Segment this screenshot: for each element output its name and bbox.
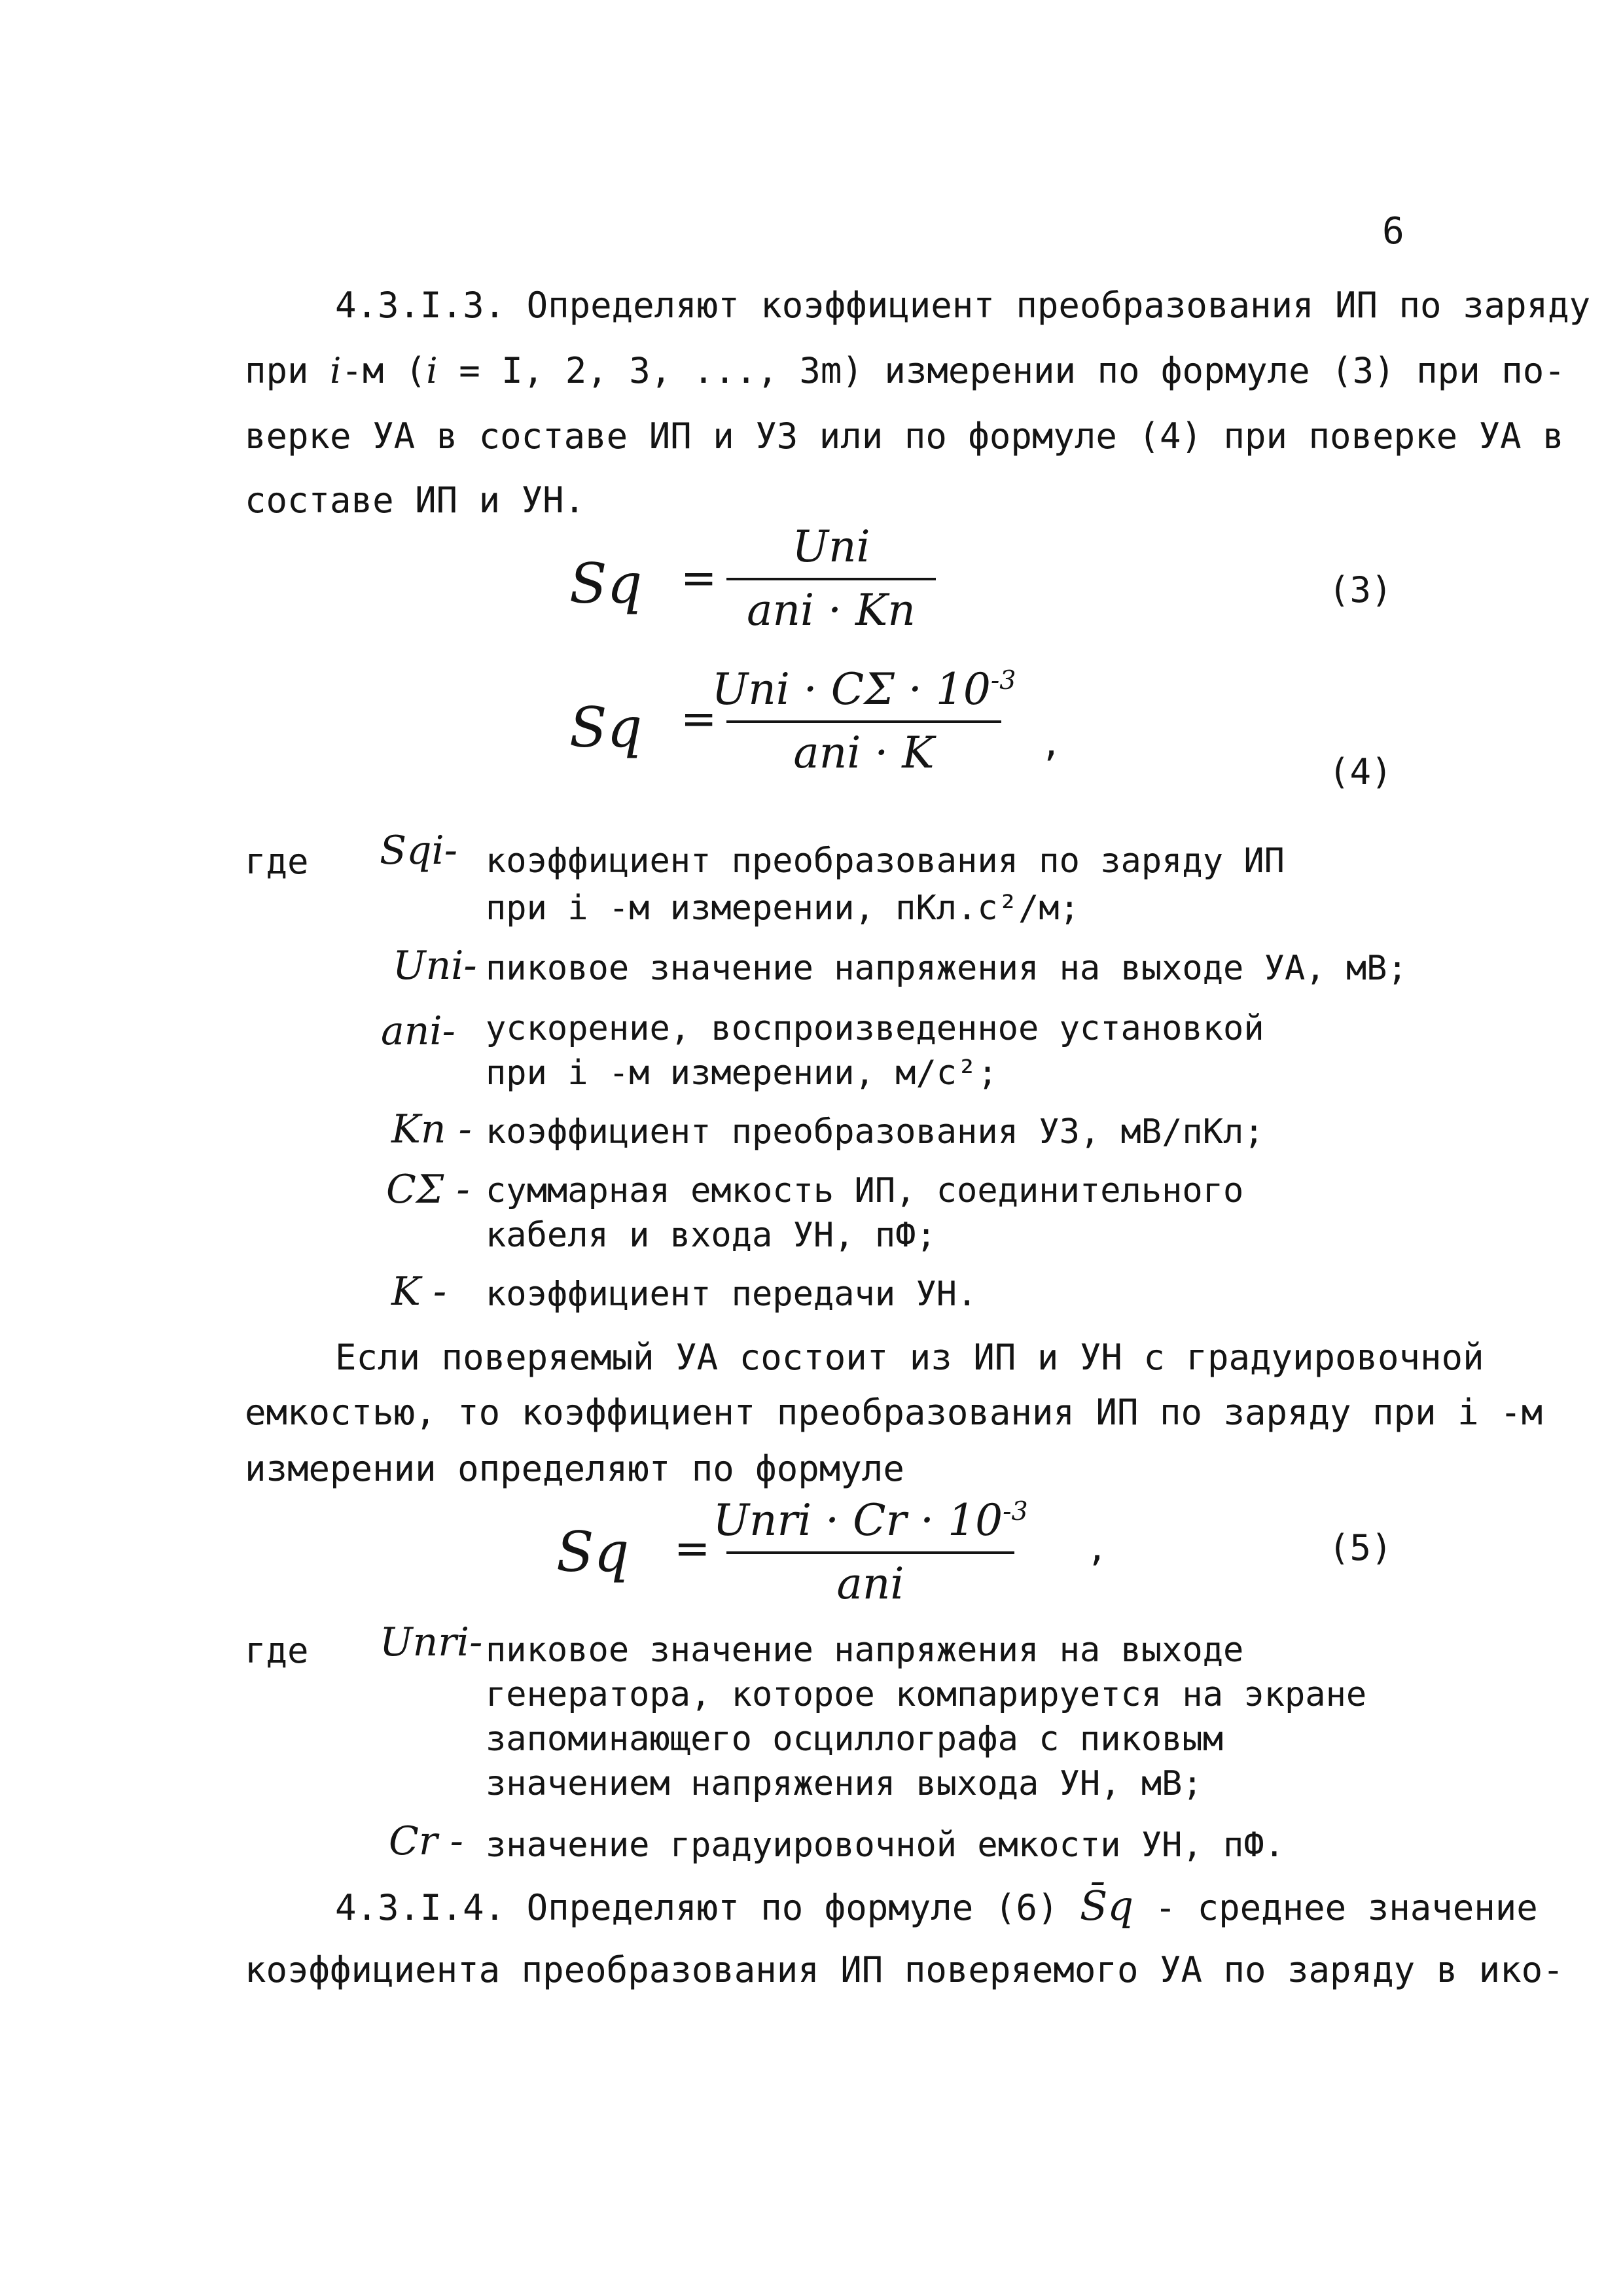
para-4314-line1-a: 4.3.I.4. Определяют по формуле (6) xyxy=(335,1887,1059,1928)
def-text: значением напряжения выхода УН, мВ; xyxy=(486,1764,1203,1803)
formula5-lhs: Sq xyxy=(556,1520,630,1584)
para-mid-line2: емкостью, то коэффициент преобразования ИП по заряду при i -м xyxy=(245,1392,1543,1433)
formula3-lhs: Sq xyxy=(569,552,643,616)
def-text: коэффициент преобразования УЗ, мВ/пКл; xyxy=(486,1112,1264,1152)
def-symbol-Kp: Kп - xyxy=(391,1106,472,1152)
def-text: ускорение, воспроизведенное установкой xyxy=(486,1009,1264,1048)
para-4313-line3: верке УА в составе ИП и УЗ или по формуле (4) при поверке УА в xyxy=(245,415,1564,457)
def-text: генератора, которое компарируется на экране xyxy=(486,1675,1367,1714)
para-4313-line1: 4.3.I.3. Определяют коэффициент преобразования ИП по заряду xyxy=(335,285,1591,326)
para-mid-line3: измерении определяют по формуле xyxy=(245,1448,904,1489)
index-i: i xyxy=(330,350,342,391)
para-4314-line1 xyxy=(335,1882,1538,1930)
def-symbol-Unri: Unri- xyxy=(380,1619,483,1665)
formula5-exponent: -3 xyxy=(1003,1496,1028,1527)
def-text: при i -м измерении, м/с²; xyxy=(486,1053,998,1093)
formula4-fraction xyxy=(711,664,1016,778)
formula3-equals: = xyxy=(681,553,717,603)
def-symbol-Cr: Cr - xyxy=(389,1818,463,1864)
para-4313-line2-rest: = I, 2, 3, ..., 3m) измерении по формуле (3) при по- xyxy=(459,350,1565,391)
formula4-number: (4) xyxy=(1329,751,1393,792)
formula5-numerator-text: Unri · Cr · 10 xyxy=(713,1495,1003,1545)
where-label: где xyxy=(245,841,309,882)
formula4-comma: , xyxy=(1041,723,1062,764)
def-text: кабеля и входа УН, пФ; xyxy=(486,1216,936,1255)
formula4-lhs: Sq xyxy=(569,696,643,760)
formula4-numerator xyxy=(712,666,1016,714)
def-text: коэффициент передачи УН. xyxy=(486,1275,978,1314)
formula5-equals: = xyxy=(674,1523,711,1574)
index-i: i xyxy=(426,350,438,391)
formula5-number: (5) xyxy=(1329,1527,1393,1568)
def-symbol-K: K - xyxy=(391,1269,447,1315)
fraction-bar xyxy=(726,578,936,580)
fraction-bar xyxy=(726,1551,1014,1554)
mean-Sq-symbol: S̄q xyxy=(1079,1882,1134,1930)
def-text: коэффициент преобразования по заряду ИП xyxy=(486,841,1285,881)
def-text: значение градуировочной емкости УН, пФ. xyxy=(486,1826,1285,1865)
where-label: где xyxy=(245,1630,309,1671)
def-text: при i -м измерении, пКл.с²/м; xyxy=(486,889,1080,928)
formula4-numerator-text: Uni · CΣ · 10 xyxy=(711,664,991,715)
def-symbol-ani: ani- xyxy=(381,1008,455,1054)
def-text: запоминающего осциллографа с пиковым xyxy=(486,1720,1224,1759)
formula5-fraction xyxy=(713,1495,1028,1609)
para-4313-line4: составе ИП и УН. xyxy=(245,480,586,521)
def-text: пиковое значение напряжения на выходе xyxy=(486,1631,1244,1670)
def-symbol-Uni: Uni- xyxy=(393,943,477,989)
formula5-numerator xyxy=(713,1497,1027,1545)
para-4313-line2-prefix: при xyxy=(245,350,309,391)
formula4-equals: = xyxy=(681,694,717,744)
para-4313-line2-mid: -м ( xyxy=(341,350,427,391)
formula4-exponent: -3 xyxy=(990,665,1016,696)
formula3-denominator: ani · Kп xyxy=(747,584,916,635)
para-4314-line1-b: - среднее значение xyxy=(1154,1887,1538,1928)
formula3-fraction xyxy=(726,523,936,634)
formula3-numerator: Uni xyxy=(792,521,870,572)
fraction-bar xyxy=(726,720,1001,723)
para-mid-line1: Если поверяемый УА состоит из ИП и УН с градуировочной xyxy=(335,1337,1484,1378)
para-4314-line2: коэффициента преобразования ИП поверяемого УА по заряду в ико- xyxy=(245,1949,1564,1990)
formula5-denominator: ani xyxy=(836,1558,904,1609)
page-number: 6 xyxy=(1382,210,1404,253)
def-symbol-Sqi: Sqi- xyxy=(380,828,457,874)
para-4313-line2 xyxy=(245,350,1565,391)
def-text: пиковое значение напряжения на выходе УА, мВ; xyxy=(486,949,1408,988)
def-text: суммарная емкость ИП, соединительного xyxy=(486,1171,1244,1210)
formula4-denominator: ani · K xyxy=(793,727,935,778)
formula5-comma: , xyxy=(1086,1528,1108,1569)
def-symbol-CSigma: CΣ - xyxy=(386,1167,470,1212)
formula3-number: (3) xyxy=(1329,569,1393,610)
